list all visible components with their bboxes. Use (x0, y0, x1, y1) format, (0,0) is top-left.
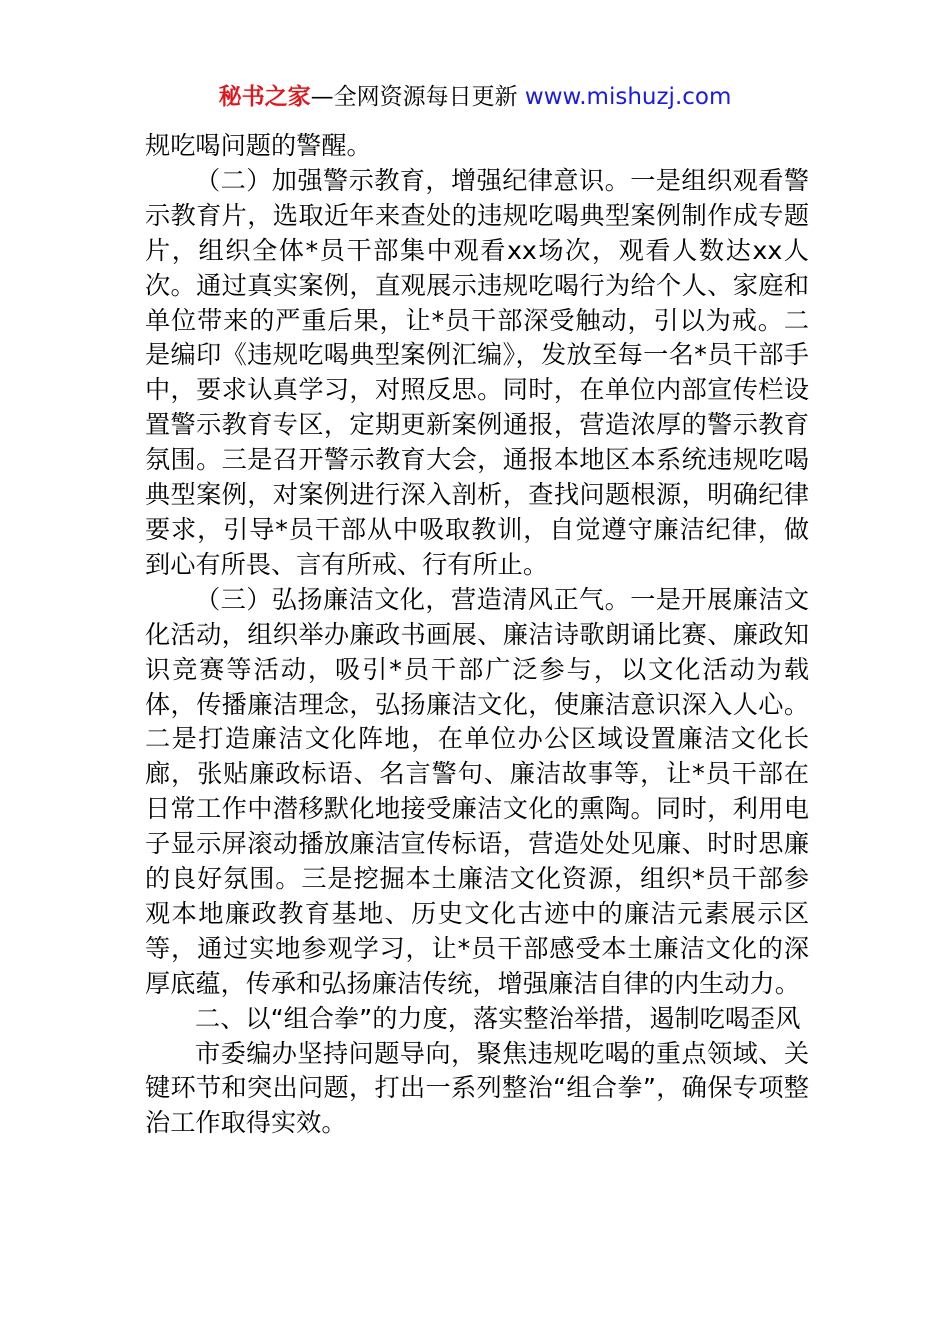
paragraph-continuation: 规吃喝问题的警醒。 (145, 131, 372, 160)
document-body (145, 129, 809, 1141)
site-header (0, 80, 950, 114)
paragraph-intro: 市委编办坚持问题导向，聚焦违规吃喝的重点领域、关键环节和突出问题，打出一系列整治“组合拳”，确保专项整治工作取得实效。 (145, 1038, 809, 1138)
paragraph-section-3: （三）弘扬廉洁文化，营造清风正气。一是开展廉洁文化活动，组织举办廉政书画展、廉洁诗歌朗诵比赛、廉政知识竞赛等活动，吸引*员干部广泛参与，以文化活动为载体，传播廉洁理念，弘扬廉洁文化，使廉洁意识深入人心。二是打造廉洁文化阵地，在单位办公区域设置廉洁文化长廊，张贴廉政标语、名言警句、廉洁故事等，让*员干部在日常工作中潜移默化地接受廉洁文化的熏陶。同时，利用电子显示屏滚动播放廉洁宣传标语，营造处处见廉、时时思廉的良好氛围。三是挖掘本土廉洁文化资源，组织*员干部参观本地廉政教育基地、历史文化古迹中的廉洁元素展示区等，通过实地参观学习，让*员干部感受本土廉洁文化的深厚底蕴，传承和弘扬廉洁传统，增强廉洁自律的内生动力。 (145, 584, 809, 998)
site-brand: 秘书之家 (218, 84, 311, 110)
paragraph-section-2: （二）加强警示教育，增强纪律意识。一是组织观看警示教育片，选取近年来查处的违规吃喝典型案例制作成专题片，组织全体*员干部集中观看xx场次，观看人数达xx人次。通过真实案例，直观展示违规吃喝行为给个人、家庭和单位带来的严重后果，让*员干部深受触动，引以为戒。二是编印《违规吃喝典型案例汇编》，发放至每一名*员干部手中，要求认真学习，对照反思。同时，在单位内部宣传栏设置警示教育专区，定期更新案例通报，营造浓厚的警示教育氛围。三是召开警示教育大会，通报本地区本系统违规吃喝典型案例，对案例进行深入剖析，查找问题根源，明确纪律要求，引导*员干部从中吸取教训，自觉遵守廉洁纪律，做到心有所畏、言有所戒、行有所止。 (145, 165, 809, 579)
site-url-link[interactable]: www.mishuzj.com (524, 84, 732, 110)
section-heading: 二、以“组合拳”的力度，落实整治举措，遏制吃喝歪风 (195, 1003, 801, 1033)
site-tagline: —全网资源每日更新 (310, 84, 518, 110)
